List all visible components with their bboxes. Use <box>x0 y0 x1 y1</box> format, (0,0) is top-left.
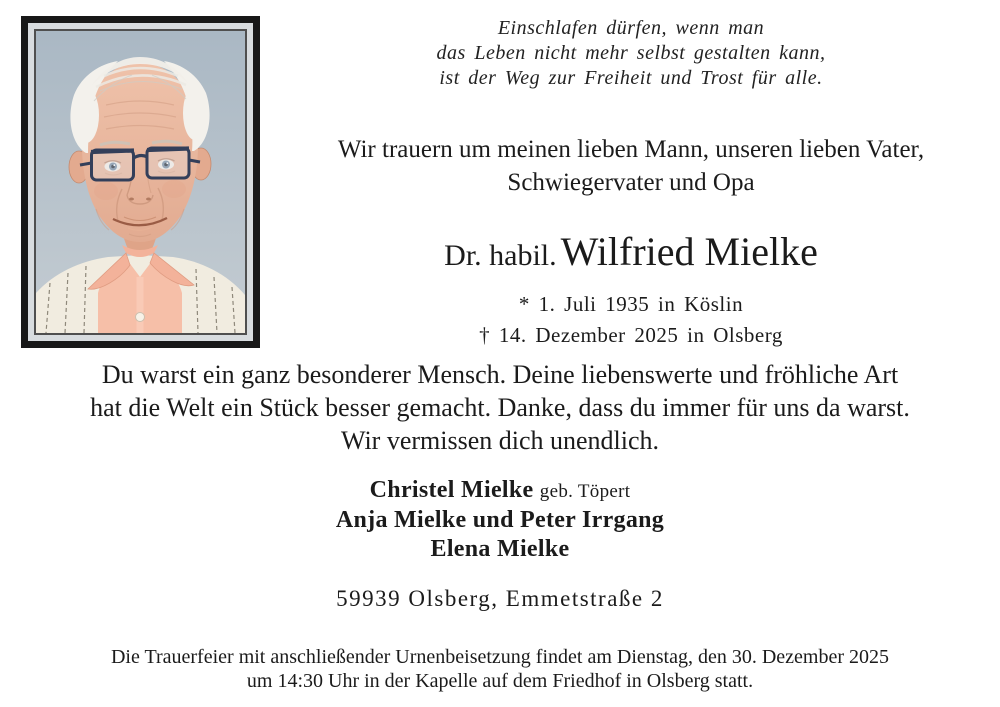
epigraph-line: Einschlafen dürfen, wenn man <box>497 17 765 39</box>
header-column <box>262 0 1000 349</box>
tribute-text <box>0 358 1000 457</box>
funeral-line: Die Trauerfeier mit anschließender Urnenbeisetzung findet am Dienstag, den 30. Dezember 2025 <box>110 646 890 668</box>
portrait-photo <box>34 29 247 335</box>
shirt-button <box>136 313 145 322</box>
epigraph <box>262 16 1000 91</box>
deceased-name-line <box>262 229 1000 284</box>
tribute-line: Du warst ein ganz besonderer Mensch. Deine liebenswerte und fröhliche Art <box>101 360 899 389</box>
birth-date-line: * 1. Juli 1935 in Köslin <box>518 292 744 316</box>
funeral-info <box>0 646 1000 693</box>
mourners-list <box>0 476 1000 564</box>
death-date-line: † 14. Dezember 2025 in Olsberg <box>479 323 783 347</box>
mourner-name: Christel Mielke <box>369 477 534 503</box>
deceased-name: Wilfried Mielke <box>560 229 818 274</box>
address-line: 59939 Olsberg, Emmetstraße 2 <box>336 586 664 611</box>
epigraph-line: ist der Weg zur Freiheit und Trost für alle. <box>439 67 823 89</box>
mourner-line: Anja Mielke und Peter Irrgang <box>335 507 665 533</box>
intro-line: Wir trauern um meinen lieben Mann, unseren lieben Vater, <box>337 136 925 163</box>
intro-line: Schwiegervater und Opa <box>507 169 755 196</box>
portrait-photo-frame <box>21 16 260 348</box>
funeral-line: um 14:30 Uhr in der Kapelle auf dem Friedhof in Olsberg statt. <box>246 669 754 692</box>
mourner-line <box>0 476 1000 506</box>
mourner-line: Elena Mielke <box>430 536 570 562</box>
tribute-line: Wir vermissen dich unendlich. <box>340 426 660 455</box>
epigraph-line: das Leben nicht mehr selbst gestalten kann, <box>436 42 826 64</box>
portrait-illustration <box>36 31 245 333</box>
mourning-intro <box>262 133 1000 199</box>
mourner-maiden-name: geb. Töpert <box>539 481 631 502</box>
academic-title: Dr. habil. <box>444 239 557 272</box>
tribute-line: hat die Welt ein Stück besser gemacht. Danke, dass du immer für uns da warst. <box>90 393 910 422</box>
